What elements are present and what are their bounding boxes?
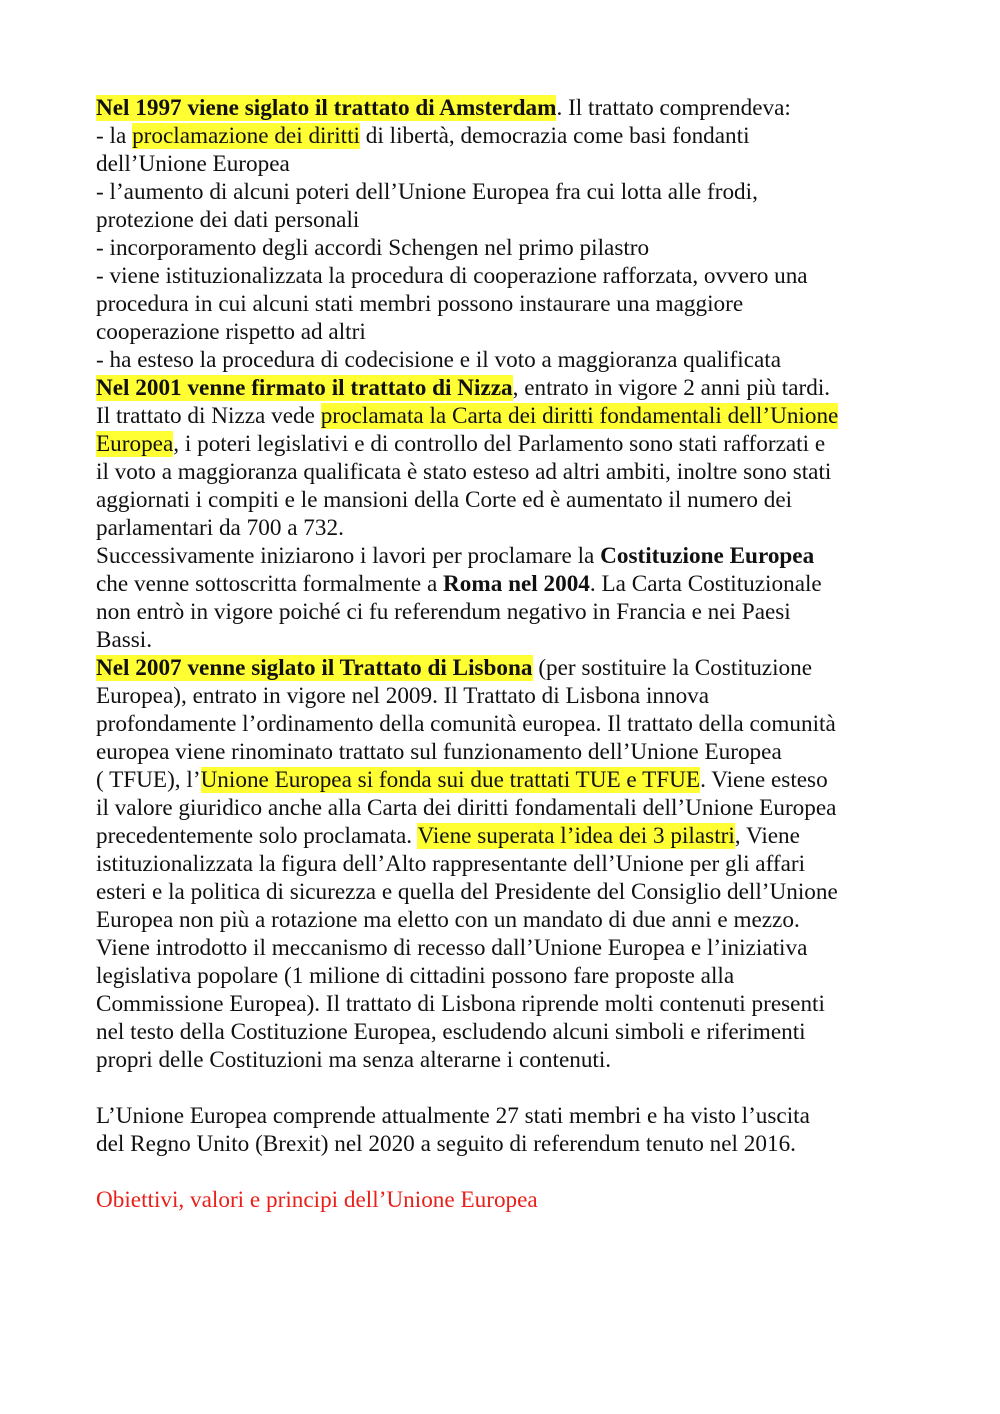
text-line — [96, 486, 916, 514]
text-line — [96, 1130, 916, 1158]
text-line — [96, 822, 916, 850]
text-segment: cooperazione rispetto ad altri — [96, 319, 366, 345]
text-segment: esteri e la politica di sicurezza e quella del Presidente del Consiglio dell’Unione — [96, 879, 838, 905]
text-line — [96, 178, 916, 206]
text-segment: istituzionalizzata la figura dell’Alto rappresentante dell’Unione per gli affari — [96, 851, 806, 877]
text-line — [96, 290, 916, 318]
text-segment: il valore giuridico anche alla Carta dei diritti fondamentali dell’Unione Europea — [96, 795, 837, 821]
highlighted-text: proclamata la Carta dei diritti fondamentali dell’Unione — [320, 403, 839, 429]
blank-line — [96, 1158, 916, 1186]
text-line — [96, 206, 916, 234]
highlighted-text: Europea — [96, 431, 174, 457]
text-line — [96, 906, 916, 934]
text-segment: Commissione Europea). Il trattato di Lisbona riprende molti contenuti presenti — [96, 991, 825, 1017]
highlighted-bold-text: Nel 1997 viene siglato il trattato di Amsterdam — [96, 95, 557, 121]
text-segment: Il trattato di Nizza vede — [96, 403, 321, 429]
text-line — [96, 402, 916, 430]
highlighted-text: proclamazione dei diritti — [132, 123, 360, 149]
text-segment: nel testo della Costituzione Europea, escludendo alcuni simboli e riferimenti — [96, 1019, 806, 1045]
text-line — [96, 850, 916, 878]
text-segment: procedura in cui alcuni stati membri possono instaurare una maggiore — [96, 291, 744, 317]
text-line — [96, 738, 916, 766]
text-line — [96, 1046, 916, 1074]
text-line — [96, 374, 916, 402]
text-line — [96, 654, 916, 682]
text-line — [96, 262, 916, 290]
text-line — [96, 122, 916, 150]
text-line — [96, 682, 916, 710]
text-segment: europea viene rinominato trattato sul funzionamento dell’Unione Europea — [96, 739, 782, 765]
text-segment: non entrò in vigore poiché ci fu referendum negativo in Francia e nei Paesi — [96, 599, 791, 625]
text-segment: profondamente l’ordinamento della comunità europea. Il trattato della comunità — [96, 711, 836, 737]
text-line — [96, 150, 916, 178]
text-segment: Bassi. — [96, 627, 153, 653]
text-segment: protezione dei dati personali — [96, 207, 360, 233]
text-line — [96, 570, 916, 598]
text-segment: parlamentari da 700 a 732. — [96, 515, 344, 541]
section-heading: Obiettivi, valori e principi dell’Unione Europea — [96, 1187, 538, 1213]
text-line — [96, 794, 916, 822]
bold-text: Roma nel 2004 — [443, 571, 590, 597]
highlighted-text: Unione Europea si fonda sui due trattati TUE e TFUE — [200, 767, 701, 793]
text-line — [96, 990, 916, 1018]
blank-line — [96, 1074, 916, 1102]
text-line — [96, 1102, 916, 1130]
text-segment: L’Unione Europea comprende attualmente 27 stati membri e ha visto l’uscita — [96, 1103, 810, 1129]
text-segment: del Regno Unito (Brexit) nel 2020 a seguito di referendum tenuto nel 2016. — [96, 1131, 796, 1157]
text-segment: ( TFUE), l’ — [96, 767, 201, 793]
text-line — [96, 766, 916, 794]
text-segment: che venne sottoscritta formalmente a — [96, 571, 444, 597]
text-line — [96, 1018, 916, 1046]
text-segment: - incorporamento degli accordi Schengen nel primo pilastro — [96, 235, 650, 261]
text-segment: propri delle Costituzioni ma senza alterarne i contenuti. — [96, 1047, 612, 1073]
text-segment: . La Carta Costituzionale — [589, 571, 822, 597]
text-segment: (per sostituire la Costituzione — [532, 655, 812, 681]
text-segment: legislativa popolare (1 milione di cittadini possono fare proposte alla — [96, 963, 735, 989]
text-line — [96, 710, 916, 738]
highlighted-bold-text: Nel 2007 venne siglato il Trattato di Lisbona — [96, 655, 533, 681]
text-line — [96, 878, 916, 906]
text-segment: precedentemente solo proclamata. — [96, 823, 418, 849]
text-segment: dell’Unione Europea — [96, 151, 290, 177]
text-segment: . Il trattato comprendeva: — [556, 95, 791, 121]
text-line — [96, 346, 916, 374]
text-segment: - la — [96, 123, 133, 149]
text-segment: di libertà, democrazia come basi fondanti — [360, 123, 750, 149]
text-line — [96, 598, 916, 626]
text-segment: , Viene — [734, 823, 800, 849]
highlighted-bold-text: Nel 2001 venne firmato il trattato di Nizza — [96, 375, 513, 401]
text-segment: il voto a maggioranza qualificata è stato esteso ad altri ambiti, inoltre sono stati — [96, 459, 832, 485]
bold-text: Costituzione Europea — [600, 543, 815, 569]
text-segment: Europea), entrato in vigore nel 2009. Il Trattato di Lisbona innova — [96, 683, 710, 709]
text-segment: . Viene esteso — [700, 767, 828, 793]
text-segment: aggiornati i compiti e le mansioni della Corte ed è aumentato il numero dei — [96, 487, 793, 513]
text-line — [96, 430, 916, 458]
text-segment: Viene introdotto il meccanismo di recesso dall’Unione Europea e l’iniziativa — [96, 935, 808, 961]
text-line — [96, 458, 916, 486]
text-segment: Europea non più a rotazione ma eletto con un mandato di due anni e mezzo. — [96, 907, 800, 933]
document-body — [96, 94, 916, 1214]
text-line — [96, 542, 916, 570]
text-line — [96, 514, 916, 542]
text-line — [96, 318, 916, 346]
text-segment: Successivamente iniziarono i lavori per proclamare la — [96, 543, 601, 569]
highlighted-text: Viene superata l’idea dei 3 pilastri — [417, 823, 735, 849]
text-line — [96, 1186, 916, 1214]
text-line — [96, 626, 916, 654]
text-line — [96, 962, 916, 990]
text-segment: - l’aumento di alcuni poteri dell’Unione Europea fra cui lotta alle frodi, — [96, 179, 758, 205]
text-segment: - viene istituzionalizzata la procedura di cooperazione rafforzata, ovvero una — [96, 263, 808, 289]
text-line — [96, 934, 916, 962]
text-segment: - ha esteso la procedura di codecisione e il voto a maggioranza qualificata — [96, 347, 782, 373]
text-line — [96, 94, 916, 122]
text-segment: , entrato in vigore 2 anni più tardi. — [512, 375, 831, 401]
text-line — [96, 234, 916, 262]
text-segment: , i poteri legislativi e di controllo del Parlamento sono stati rafforzati e — [173, 431, 826, 457]
